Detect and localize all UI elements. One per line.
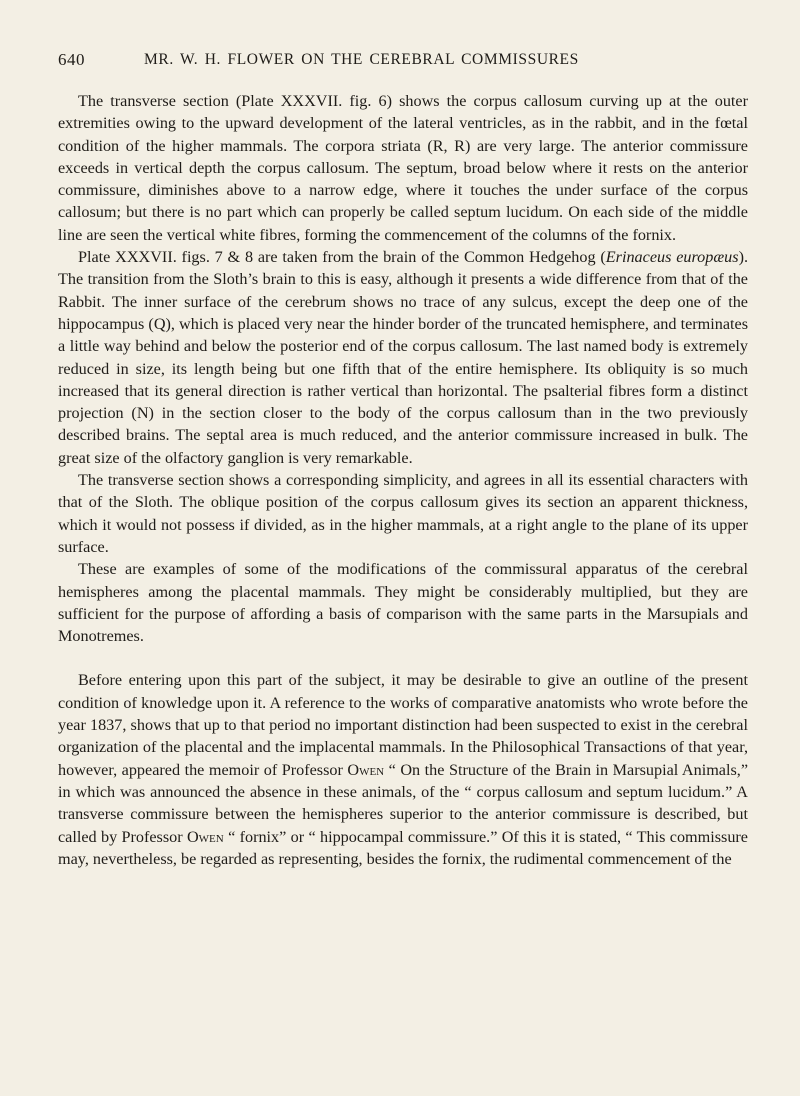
paragraph-text: ). The transition from the Sloth’s brain to this is easy, although it presents a wide difference from that of the Rabbit. The inner surface of the cerebrum shows no trace of any sulcus, except the deep one of the hippocampus (Q), which is placed very near the hinder border of the truncated hemisphere, and terminates a little way behind and below the posterior end of the corpus callosum. The last named body is extremely reduced in size, its length being but one fifth that of the entire hemisphere. Its obliquity is so much increased that its general direction is rather vertical than horizontal. The psalterial fibres form a distinct projection (N) in the section closer to the body of the corpus callosum than in the two previously described brains. The septal area is much reduced, and the anterior commissure increased in bulk. The great size of the olfactory ganglion is very remarkable. xyxy=(58,248,748,467)
paragraph: The transverse section (Plate XXXVII. fig. 6) shows the corpus callosum curving up at the outer extremities owing to the upward development of the lateral ventricles, as in the rabbit, and in the fœtal condition of the higher mammals. The corpora striata (R, R) are very large. The anterior commissure exceeds in vertical depth the corpus callosum. The septum, broad below where it rests on the anterior commissure, diminishes above to a narrow edge, where it touches the under surface of the corpus callosum; but there is no part which can properly be called septum lucidum. On each side of the middle line are seen the vertical white fibres, forming the commencement of the columns of the fornix. xyxy=(58,92,748,244)
running-head: MR. W. H. FLOWER ON THE CEREBRAL COMMISSURES xyxy=(144,51,579,68)
paragraph: These are examples of some of the modifications of the commissural apparatus of the cerebral hemispheres among the placental mammals. They might be considerably multiplied, but they are sufficient for the purpose of affording a basis of comparison with the same parts in the Marsupials and Monotremes. xyxy=(58,560,748,646)
paragraph xyxy=(58,669,748,870)
paragraph-text: Plate XXXVII. figs. 7 & 8 are taken from the brain of the Common Hedgehog ( xyxy=(78,248,606,267)
author-name: Owen xyxy=(186,827,224,846)
species-name: Erinaceus europæus xyxy=(605,248,739,267)
paragraph xyxy=(58,246,748,469)
paragraph: The transverse section shows a corresponding simplicity, and agrees in all its essential characters with that of the Sloth. The oblique position of the corpus callosum gives its section an apparent thickness, which it would not possess if divided, as in the higher mammals, at a right angle to the plane of its upper surface. xyxy=(58,471,748,556)
page-header xyxy=(58,40,748,76)
paragraph-text: “ On the Structure of the Brain in Marsupial Animals,” in which was announced the absence in these animals, of the “ corpus callosum and septum lucidum.” A transverse commissure between the hemispheres superior to the anterior commissure is described, but called by Professor xyxy=(58,760,748,846)
paragraph-text: Before entering upon this part of the subject, it may be desirable to give an outline of the present condition of knowledge upon it. A reference to the works of comparative anatomists who wrote before the year 1837, shows that up to that period no important distinction had been suspected to exist in the cerebral organization of the placental and the implacental mammals. In the Philosophical Transactions of that year, however, appeared the memoir of Professor xyxy=(58,671,748,779)
page xyxy=(58,40,748,870)
page-number: 640 xyxy=(58,50,85,69)
body-text xyxy=(58,90,748,870)
author-name: Owen xyxy=(347,760,385,779)
paragraph-text: “ fornix” or “ hippocampal commissure.” Of this it is stated, “ This commissure may, nevertheless, be regarded as representing, besides the fornix, the rudimental commencement of the xyxy=(58,827,748,868)
